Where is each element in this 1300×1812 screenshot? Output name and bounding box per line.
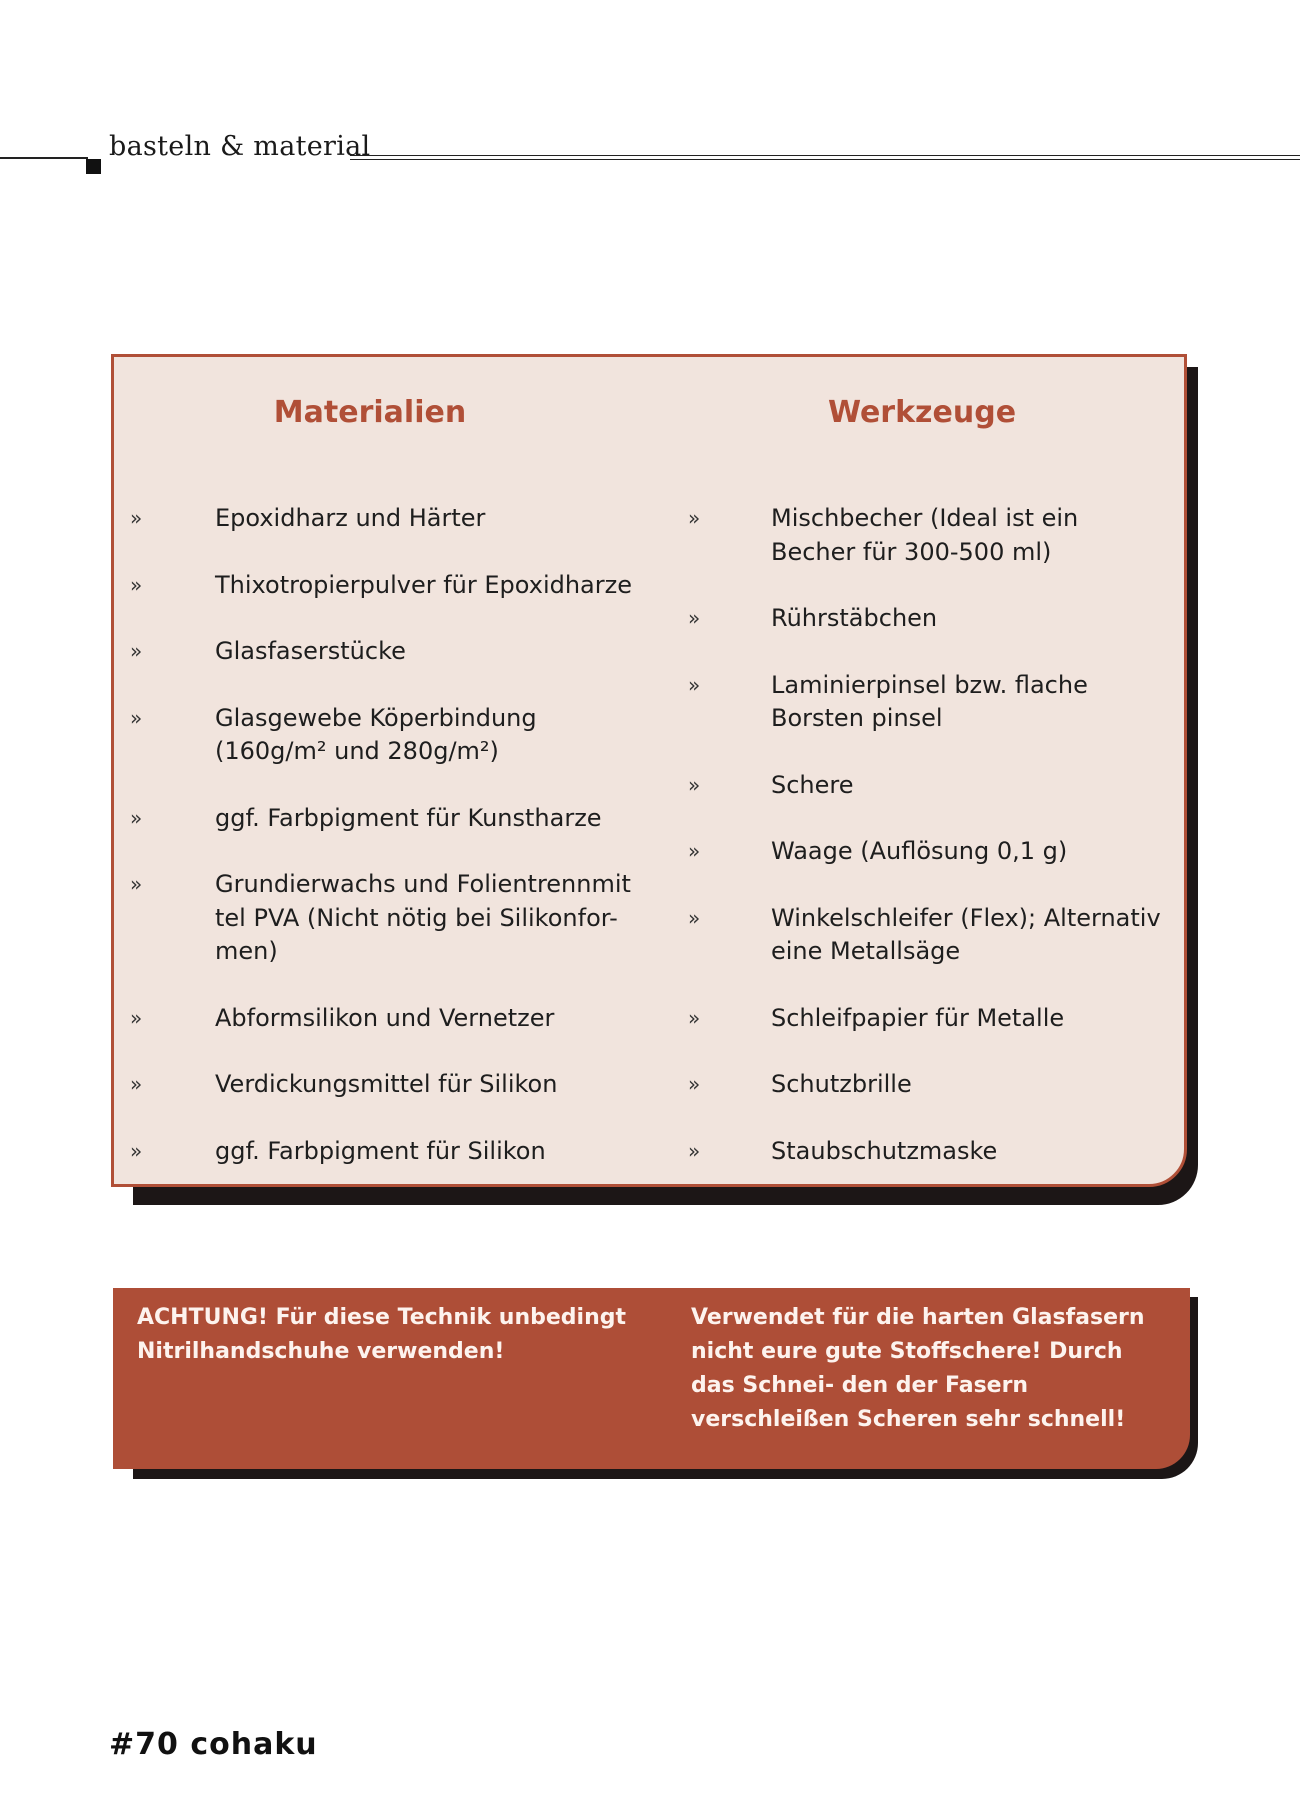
- list-item: » Staubschutzmaske: [688, 1135, 1168, 1169]
- list-item: » Epoxidharz und Härter: [130, 502, 650, 536]
- list-item: » Thixotropierpulver für Epoxidharze: [130, 569, 650, 603]
- list-item: » Grundierwachs und Folientrennmit tel PVA (Nicht nötig bei Silikonfor- men): [130, 870, 631, 965]
- bullet-icon: »: [130, 872, 143, 896]
- warning-box: [113, 1288, 1190, 1469]
- list-item: » Glasfaserstücke: [130, 635, 650, 669]
- bullet-icon: »: [130, 705, 143, 730]
- bullet-icon: »: [688, 1072, 701, 1096]
- bullet-icon: »: [688, 606, 701, 630]
- header-rule-left: [0, 157, 88, 159]
- list-item: » Schere: [688, 769, 1168, 803]
- bullet-icon: »: [688, 839, 701, 863]
- page-footer: #70 cohaku: [109, 1727, 318, 1762]
- section-title: basteln & material: [109, 131, 371, 162]
- list-item: » ggf. Farbpigment für Kunstharze: [130, 802, 650, 836]
- tools-list: [688, 502, 1168, 1201]
- list-item: » ggf. Farbpigment für Silikon: [130, 1135, 650, 1169]
- list-item: » Verdickungsmittel für Silikon: [130, 1068, 650, 1102]
- list-item: » Glasgewebe Köperbindung (160g/m² und 280g/m²): [130, 703, 537, 765]
- list-item: » Mischbecher (Ideal ist ein Becher für 300-500 ml): [688, 504, 1079, 566]
- bullet-icon: »: [688, 772, 701, 797]
- materials-heading: Materialien: [273, 395, 467, 430]
- bullet-icon: »: [130, 1005, 143, 1030]
- bullet-icon: »: [688, 1005, 701, 1030]
- materials-box: [111, 354, 1187, 1187]
- list-item: » Schleifpapier für Metalle: [688, 1002, 1168, 1036]
- bullet-icon: »: [130, 1072, 143, 1096]
- bullet-icon: »: [130, 506, 143, 530]
- header-rule-right: [350, 155, 1300, 160]
- bullet-icon: »: [130, 639, 143, 663]
- materials-list: [130, 502, 650, 1201]
- list-item: » Laminierpinsel bzw. flache Borsten pinsel: [688, 670, 1088, 732]
- bullet-icon: »: [688, 506, 701, 530]
- bullet-icon: »: [130, 805, 143, 830]
- bullet-icon: »: [688, 672, 701, 697]
- bullet-icon: »: [130, 1138, 143, 1163]
- warning-text-gloves: ACHTUNG! Für diese Technik unbedingt Nitrilhandschuhe verwenden!: [137, 1305, 627, 1364]
- list-item: » Abformsilikon und Vernetzer: [130, 1002, 650, 1036]
- bullet-icon: »: [688, 1138, 701, 1163]
- tools-heading: Werkzeuge: [827, 395, 1017, 430]
- header-square-marker: [86, 159, 101, 174]
- list-item: » Winkelschleifer (Flex); Alternativ eine Metallsäge: [688, 903, 1161, 965]
- list-item: » Rührstäbchen: [688, 602, 1168, 636]
- warning-text-scissors: Verwendet für die harten Glasfasern nicht eure gute Stoffschere! Durch das Schnei- den der Fasern verschleißen Scheren sehr schnell!: [691, 1305, 1145, 1432]
- bullet-icon: »: [688, 905, 701, 930]
- bullet-icon: »: [130, 572, 143, 597]
- list-item: » Schutzbrille: [688, 1068, 1168, 1102]
- list-item: » Waage (Auflösung 0,1 g): [688, 835, 1168, 869]
